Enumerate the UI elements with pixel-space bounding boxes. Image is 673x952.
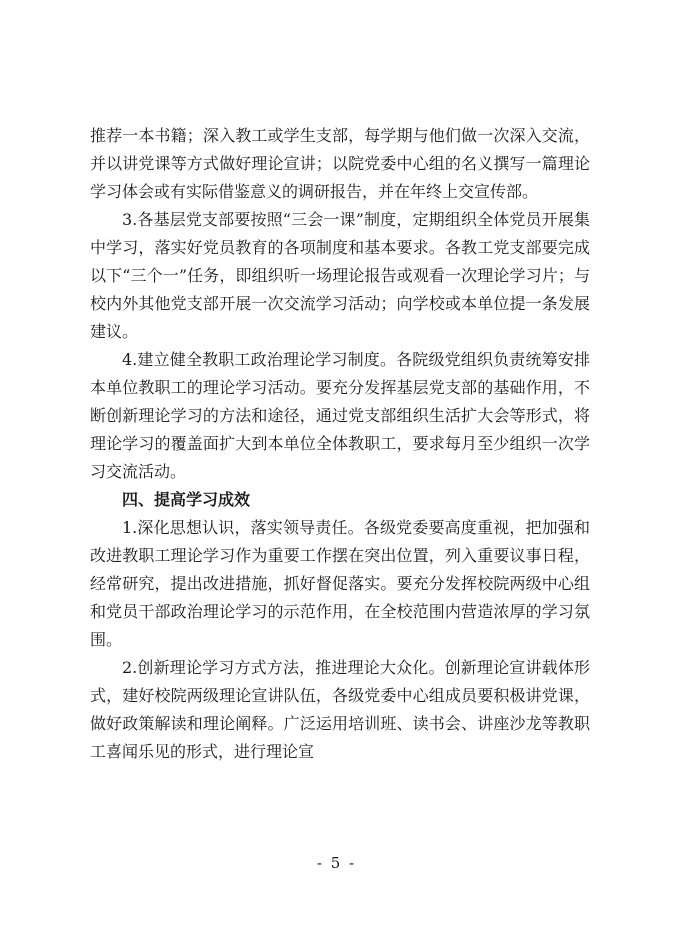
paragraph-item-4: 4.建立健全教职工政治理论学习制度。各院级党组织负责统筹安排本单位教职工的理论学习活动。要充分发挥基层党支部的基础作用，不断创新理论学习的方法和途径，通过党支部组织生活扩大会等形式，将理论学习的覆盖面扩大到本单位全体教职工，要求每月至少组织一次学习交流活动。 <box>90 350 590 481</box>
paragraph-item-1: 1.深化思想认识，落实领导责任。各级党委要高度重视，把加强和改进教职工理论学习作为重要工作摆在突出位置，列入重要议事日程，经常研究，提出改进措施，抓好督促落实。要充分发挥校院两级中心组和党员干部政治理论学习的示范作用，在全校范围内营造浓厚的学习氛围。 <box>90 518 590 649</box>
section-heading: 四、提高学习成效 <box>122 490 251 509</box>
paragraph-continued: 推荐一本书籍；深入教工或学生支部，每学期与他们做一次深入交流，并以讲党课等方式做好理论宣讲；以院党委中心组的名义撰写一篇理论学习体会或有实际借鉴意义的调研报告，并在年终上交宣传部。 <box>90 126 590 201</box>
paragraph-item-3: 3.各基层党支部要按照“三会一课”制度，定期组织全体党员开展集中学习，落实好党员教育的各项制度和基本要求。各教工党支部要完成以下“三个一”任务，即组织听一场理论报告或观看一次理论学习片；与校内外其他党支部开展一次交流学习活动；向学校或本单位提一条发展建议。 <box>90 210 590 341</box>
paragraph-item-2: 2.创新理论学习方式方法，推进理论大众化。创新理论宣讲载体形式，建好校院两级理论宣讲队伍，各级党委中心组成员要积极讲党课，做好政策解读和理论阐释。广泛运用培训班、读书会、讲座沙龙等教职工喜闻乐见的形式，进行理论宣 <box>90 658 590 761</box>
document-body <box>90 122 590 766</box>
page-number: - 5 - <box>316 854 357 872</box>
